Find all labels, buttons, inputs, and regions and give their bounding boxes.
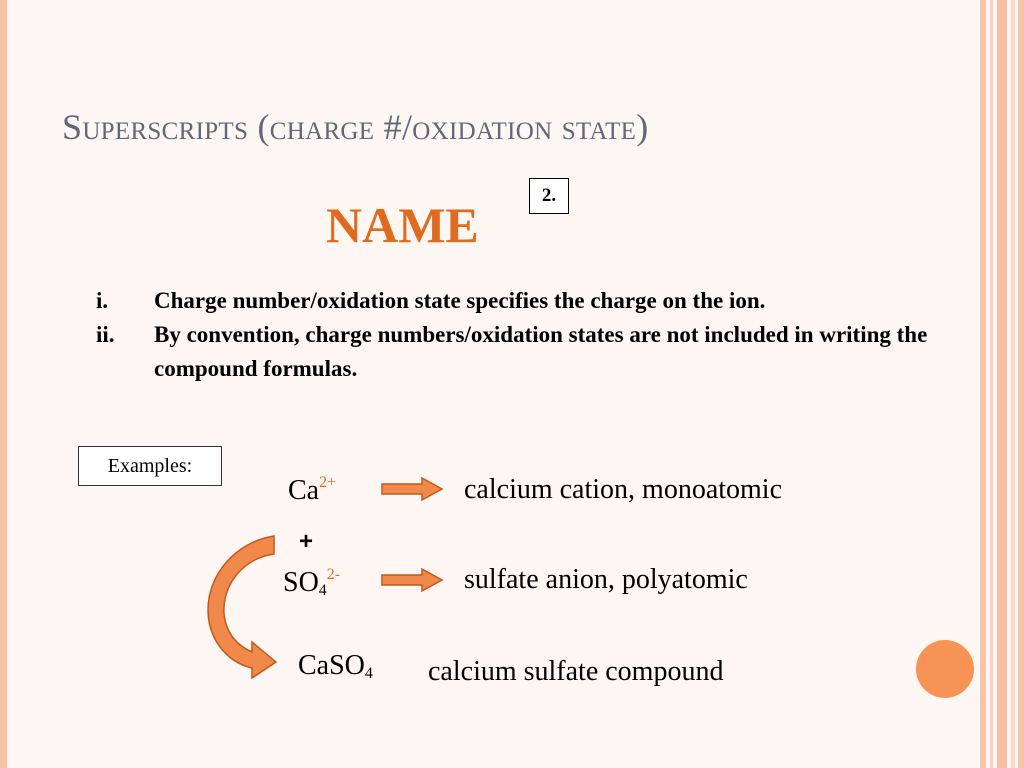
calcium-formula — [288, 474, 336, 507]
formula-text: CaSO — [298, 650, 365, 681]
sulfate-formula — [283, 566, 340, 600]
list-text: By convention, charge numbers/oxidation states are not included in writing the compound formulas. — [154, 322, 928, 381]
slide-number-box: 2. — [529, 178, 569, 214]
calcium-description: calcium cation, monoatomic — [464, 474, 783, 505]
sulfate-description: sulfate anion, polyatomic — [464, 564, 748, 595]
decorative-circle — [916, 640, 974, 698]
compound-formula — [298, 650, 373, 683]
plus-sign: + — [299, 528, 314, 555]
compound-description: calcium sulfate compound — [428, 656, 724, 687]
name-heading: NAME — [326, 197, 479, 253]
curved-arrow-icon — [200, 534, 282, 680]
right-arrow-icon — [380, 567, 444, 593]
slide-title: Superscripts (charge #/oxidation state) — [62, 107, 649, 147]
right-arrow-icon — [380, 476, 444, 502]
list-text: Charge number/oxidation state specifies the charge on the ion. — [154, 288, 766, 313]
formula-subscript: 4 — [318, 582, 327, 599]
formula-text: Ca — [288, 475, 320, 506]
list-index: ii. — [96, 322, 115, 347]
left-border — [0, 0, 7, 768]
charge-superscript: 2- — [326, 566, 341, 583]
examples-label: Examples: — [78, 446, 222, 486]
point-list — [96, 284, 946, 386]
formula-subscript: 4 — [364, 665, 373, 682]
list-index: i. — [96, 288, 109, 313]
charge-superscript: 2+ — [319, 474, 337, 491]
list-item — [96, 284, 946, 318]
list-item — [96, 318, 946, 386]
formula-text: SO — [283, 567, 319, 598]
right-stripes — [980, 0, 1024, 768]
